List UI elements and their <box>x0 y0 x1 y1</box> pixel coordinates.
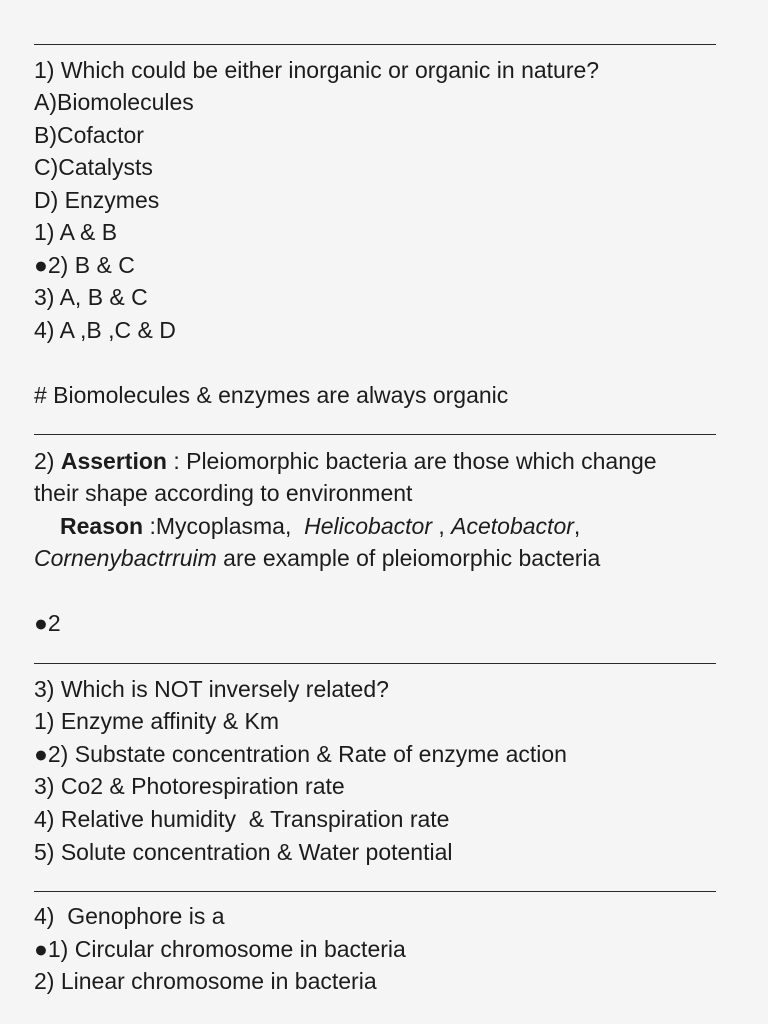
q3-option-5: 5) Solute concentration & Water potential <box>34 839 453 865</box>
q2-species-2: Acetobactor <box>451 513 574 539</box>
q1-statement-c: C)Catalysts <box>34 154 153 180</box>
q4-option-2: 2) Linear chromosome in bacteria <box>34 968 377 994</box>
q1-statement-b: B)Cofactor <box>34 122 144 148</box>
q1-option-2: ●2) B & C <box>34 252 135 278</box>
q1-option-1: 1) A & B <box>34 219 118 245</box>
q3-question: 3) Which is NOT inversely related? <box>34 676 389 702</box>
q2-assertion-line <box>34 446 657 476</box>
q1-statement-a: A)Biomolecules <box>34 89 194 115</box>
q2-reason-line <box>60 511 580 541</box>
q2-reason-continued <box>34 543 600 573</box>
q2-answer: ●2 <box>34 610 61 636</box>
q3-option-1: 1) Enzyme affinity & Km <box>34 708 279 734</box>
q1-option-3: 3) A, B & C <box>34 284 148 310</box>
q2-species-1: Helicobactor <box>304 513 432 539</box>
q2-number: 2) <box>34 448 61 474</box>
q1-option-4: 4) A ,B ,C & D <box>34 317 176 343</box>
q2-assertion-label: Assertion <box>60 448 167 474</box>
q1-note: # Biomolecules & enzymes are always organic <box>34 382 509 408</box>
q2-assertion-text: : Pleiomorphic bacteria are those which change <box>166 448 657 474</box>
q2-species-3: Cornenybactrruim <box>34 545 217 571</box>
q1-statement-d: D) Enzymes <box>34 187 160 213</box>
divider <box>34 891 716 892</box>
q2-separator-2: , <box>573 513 581 539</box>
q2-reason-end: are example of pleiomorphic bacteria <box>216 545 601 571</box>
q3-option-4: 4) Relative humidity & Transpiration rate <box>34 806 450 832</box>
q2-assertion-continued: their shape according to environment <box>34 480 413 506</box>
q3-option-3: 3) Co2 & Photorespiration rate <box>34 773 345 799</box>
q3-option-2: ●2) Substate concentration & Rate of enzyme action <box>34 741 567 767</box>
q4-option-1: ●1) Circular chromosome in bacteria <box>34 936 406 962</box>
divider <box>34 434 716 435</box>
q2-reason-text: :Mycoplasma, <box>143 513 305 539</box>
divider <box>34 44 716 45</box>
q1-question: 1) Which could be either inorganic or organic in nature? <box>34 57 600 83</box>
q2-separator-1: , <box>431 513 452 539</box>
q2-reason-label: Reason <box>60 513 144 539</box>
divider <box>34 663 716 664</box>
q4-question: 4) Genophore is a <box>34 903 225 929</box>
